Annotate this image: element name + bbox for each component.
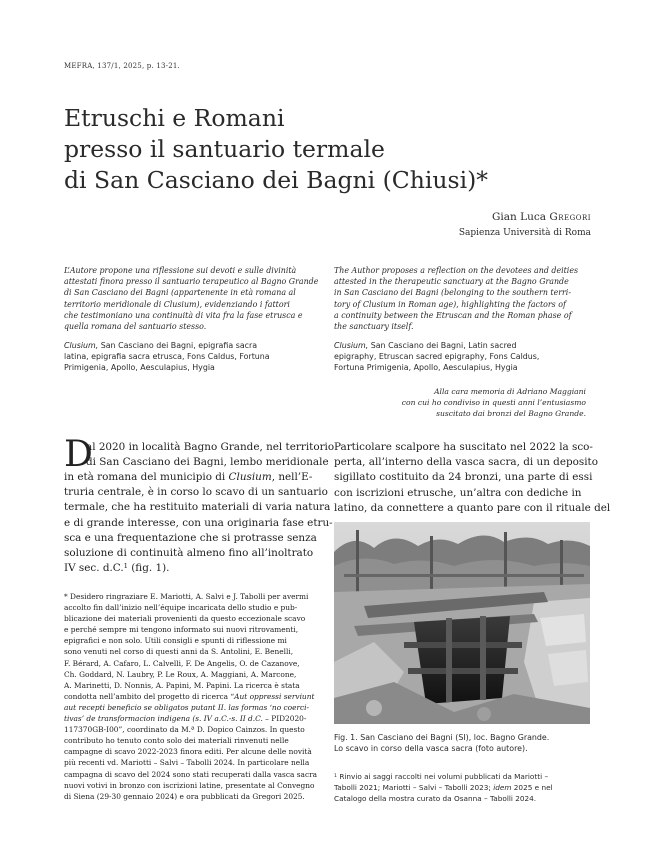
- footnote-span: PID2020-: [268, 714, 307, 724]
- title-line: di San Casciano dei Bagni (Chiusi)*: [64, 166, 489, 194]
- body-span: (fig. 1).: [127, 562, 170, 575]
- author-name: [492, 211, 591, 223]
- footnote-line: epigrafici e non solo. Utili consigli e spunti di riflessione mi: [64, 636, 287, 646]
- footnote-line: blicazione dei materiali provenienti da questo eccezionale scavo: [64, 614, 306, 624]
- figure-1-photo: [334, 522, 590, 724]
- abstract-line: a continuity between the Etruscan and the Roman phase of: [334, 310, 572, 320]
- keywords-line: epigraphy, Etruscan sacred epigraphy, Fons Caldus,: [334, 352, 540, 362]
- keywords-text: San Casciano dei Bagni, Latin sacred: [368, 341, 517, 350]
- abstract-italian: [64, 265, 320, 332]
- keywords-line: [334, 340, 590, 351]
- title-line: presso il santuario termale: [64, 135, 385, 163]
- abstract-line: tory of Clusium in Roman age), highlighting the factors of: [334, 299, 566, 309]
- footnote-line: nuovi votivi in bronzo con iscrizioni latine, presentate al Convegno: [64, 780, 315, 790]
- keywords-english: [334, 340, 590, 374]
- dedication-line: con cui ho condiviso in questi anni l’entusiasmo: [401, 398, 586, 407]
- abstract-line: in San Casciano dei Bagni (belonging to the southern terri-: [334, 288, 571, 298]
- footnote-line: Ch. Goddard, N. Laubry, P. Le Roux, A. Maggiani, A. Marcone,: [64, 669, 297, 679]
- body-line: perta, all’interno della vasca sacra, di un deposito: [334, 456, 598, 469]
- body-text-left: [64, 470, 333, 576]
- body-line: al 2020 in località Bagno Grande, nel territorio: [86, 441, 335, 453]
- keywords-italian: [64, 340, 320, 374]
- author-given-name: Gian Luca: [492, 211, 547, 223]
- body-span: IV sec. d.C.: [64, 562, 124, 575]
- footnote-span: 2025 e nel: [511, 783, 553, 792]
- footnote-line: accolto fin dall’inizio nell’équipe incaricata dello studio e pub-: [64, 603, 298, 613]
- footnote-line: sono venuti nel corso di questi anni da S. Antolini, E. Benelli,: [64, 647, 294, 657]
- body-line: soluzione di continuità almeno fino all’inoltrato: [64, 547, 314, 560]
- author-affiliation: Sapienza Università di Roma: [458, 228, 591, 238]
- footnote-line: aut recepti beneficio se obligatos putant II. las formas ‘no coerci-: [64, 702, 309, 712]
- footnote-number: 1: [334, 773, 338, 779]
- body-line: di San Casciano dei Bagni, lembo meridionale: [86, 456, 329, 469]
- body-span-italic: Clusium: [228, 471, 272, 483]
- keywords-lead: Clusium,: [334, 341, 369, 350]
- caption-line: Lo scavo in corso della vasca sacra (foto autore).: [334, 744, 528, 754]
- footnote-line: [64, 691, 317, 702]
- footnote-line: [64, 713, 317, 724]
- body-span: in età romana del municipio di: [64, 471, 229, 483]
- body-line: con iscrizioni etrusche, un’altra con dediche in: [334, 486, 582, 499]
- figure-1-caption: [334, 732, 549, 754]
- footnote-line: F. Bérard, A. Cafaro, L. Calvelli, F. De Angelis, O. de Cazanove,: [64, 658, 300, 668]
- footnote-line: campagna di scavo del 2024 sono stati recuperati dalla vasca sacra: [64, 769, 318, 779]
- footnote-star: [64, 591, 317, 802]
- body-line: sca e una frequentazione che si protrasse senza: [64, 531, 317, 544]
- footnote-span-italic: tivas’ de transformacion indigena (s. IV a.C.-s. II d.C. –: [64, 714, 269, 724]
- footnote-line: e perché sempre mi tengono informato sui nuovi ritrovamenti,: [64, 625, 299, 635]
- footnote-span: Tabolli 2021; Mariotti – Salvi – Tabolli 2023;: [334, 783, 494, 792]
- body-line: [64, 470, 333, 485]
- footnote-line: di Siena (29-30 gennaio 2024) e ora pubblicati da Gregori 2025.: [64, 791, 305, 801]
- footnote-1: [334, 771, 553, 804]
- footnote-line: [334, 771, 553, 782]
- footnote-line: più recenti vd. Mariotti – Salvi – Tabolli 2024. In particolare nella: [64, 758, 310, 768]
- abstract-line: The Author proposes a reflection on the devotees and deities: [334, 266, 579, 275]
- footnote-line: 117370GB-I00”, coordinato da M.ª D. Dopico Cainzos. In questo: [64, 725, 305, 735]
- keywords-line: [64, 340, 320, 351]
- abstract-line: attested in the therapeutic sanctuary at the Bagno Grande: [334, 277, 569, 287]
- body-text-right: [334, 440, 610, 516]
- abstract-line: the sanctuary itself.: [334, 322, 414, 332]
- footnote-line: contributo ho tenuto conto solo dei materiali rinvenuti nelle: [64, 736, 289, 746]
- footnote-ref[interactable]: 1: [123, 562, 128, 571]
- footnote-line: Catalogo della mostra curato da Osanna – Tabolli 2024.: [334, 794, 537, 803]
- body-line: termale, che ha restituito materiali di varia natura: [64, 501, 331, 514]
- keywords-line: Fortuna Primigenia, Apollo, Aesculapius, Hygia: [334, 363, 518, 373]
- body-line: truria centrale, è in corso lo scavo di un santuario: [64, 486, 328, 499]
- abstract-line: di San Casciano dei Bagni (appartenente in età romana al: [64, 288, 296, 298]
- footnote-line: A. Marinetti, D. Nonnis, A. Papini, M. Papini. La ricerca è stata: [64, 680, 300, 690]
- dedication-line: Alla cara memoria di Adriano Maggiani: [434, 387, 586, 396]
- body-text-left-top: [86, 440, 334, 470]
- footnote-span: Rinvio ai saggi raccolti nei volumi pubblicati da Mariotti –: [337, 772, 549, 781]
- journal-reference: MEFRA, 137/1, 2025, p. 13-21.: [64, 62, 180, 70]
- dedication: [402, 386, 586, 419]
- abstract-line: che testimoniano una continuità di vita fra la fase etrusca e: [64, 310, 303, 320]
- abstract-line: quella romana del santuario stesso.: [64, 322, 207, 332]
- body-line: [64, 561, 333, 576]
- footnote-line: * Desidero ringraziare E. Mariotti, A. Salvi e J. Tabolli per avermi: [64, 592, 309, 601]
- abstract-english: [334, 265, 590, 332]
- caption-line: Fig. 1. San Casciano dei Bagni (SI), loc. Bagno Grande.: [334, 733, 550, 742]
- keywords-text: San Casciano dei Bagni, epigrafia sacra: [98, 341, 258, 350]
- abstract-line: attestati finora presso il santuario terapeutico al Bagno Grande: [64, 277, 319, 287]
- abstract-line: L’Autore propone una riflessione sui devoti e sulle divinità: [64, 266, 297, 275]
- article-title: [64, 103, 604, 196]
- drop-cap: D: [64, 434, 93, 475]
- keywords-lead: Clusium,: [64, 341, 99, 350]
- footnote-span: condotta nell’ambito del progetto di ricerca “: [64, 691, 235, 701]
- footnote-span-italic: Aut oppressi serviunt: [234, 691, 315, 701]
- body-line: e di grande interesse, con una originaria fase etru-: [64, 516, 333, 529]
- body-line: latino, da connettere a quanto pare con il rituale del: [334, 501, 611, 514]
- title-line: Etruschi e Romani: [64, 104, 285, 132]
- footnote-span-italic: idem: [493, 783, 512, 792]
- dedication-line: suscitato dai bronzi del Bagno Grande.: [436, 409, 586, 418]
- footnote-line: [334, 782, 553, 793]
- excavation-photo-image: [334, 522, 590, 724]
- author-family-name: Gregori: [549, 211, 591, 223]
- abstract-line: territorio meridionale di Clusium), evidenziando i fattori: [64, 299, 290, 309]
- keywords-line: Primigenia, Apollo, Aesculapius, Hygia: [64, 363, 215, 373]
- keywords-line: latina, epigrafia sacra etrusca, Fons Caldus, Fortuna: [64, 352, 270, 362]
- body-line: sigillato costituito da 24 bronzi, una parte di essi: [334, 471, 593, 484]
- body-span: , nell’E-: [271, 471, 313, 483]
- body-line: Particolare scalpore ha suscitato nel 2022 la sco-: [334, 441, 593, 453]
- footnote-line: campagne di scavo 2022-2023 finora editi. Per alcune delle novità: [64, 747, 312, 757]
